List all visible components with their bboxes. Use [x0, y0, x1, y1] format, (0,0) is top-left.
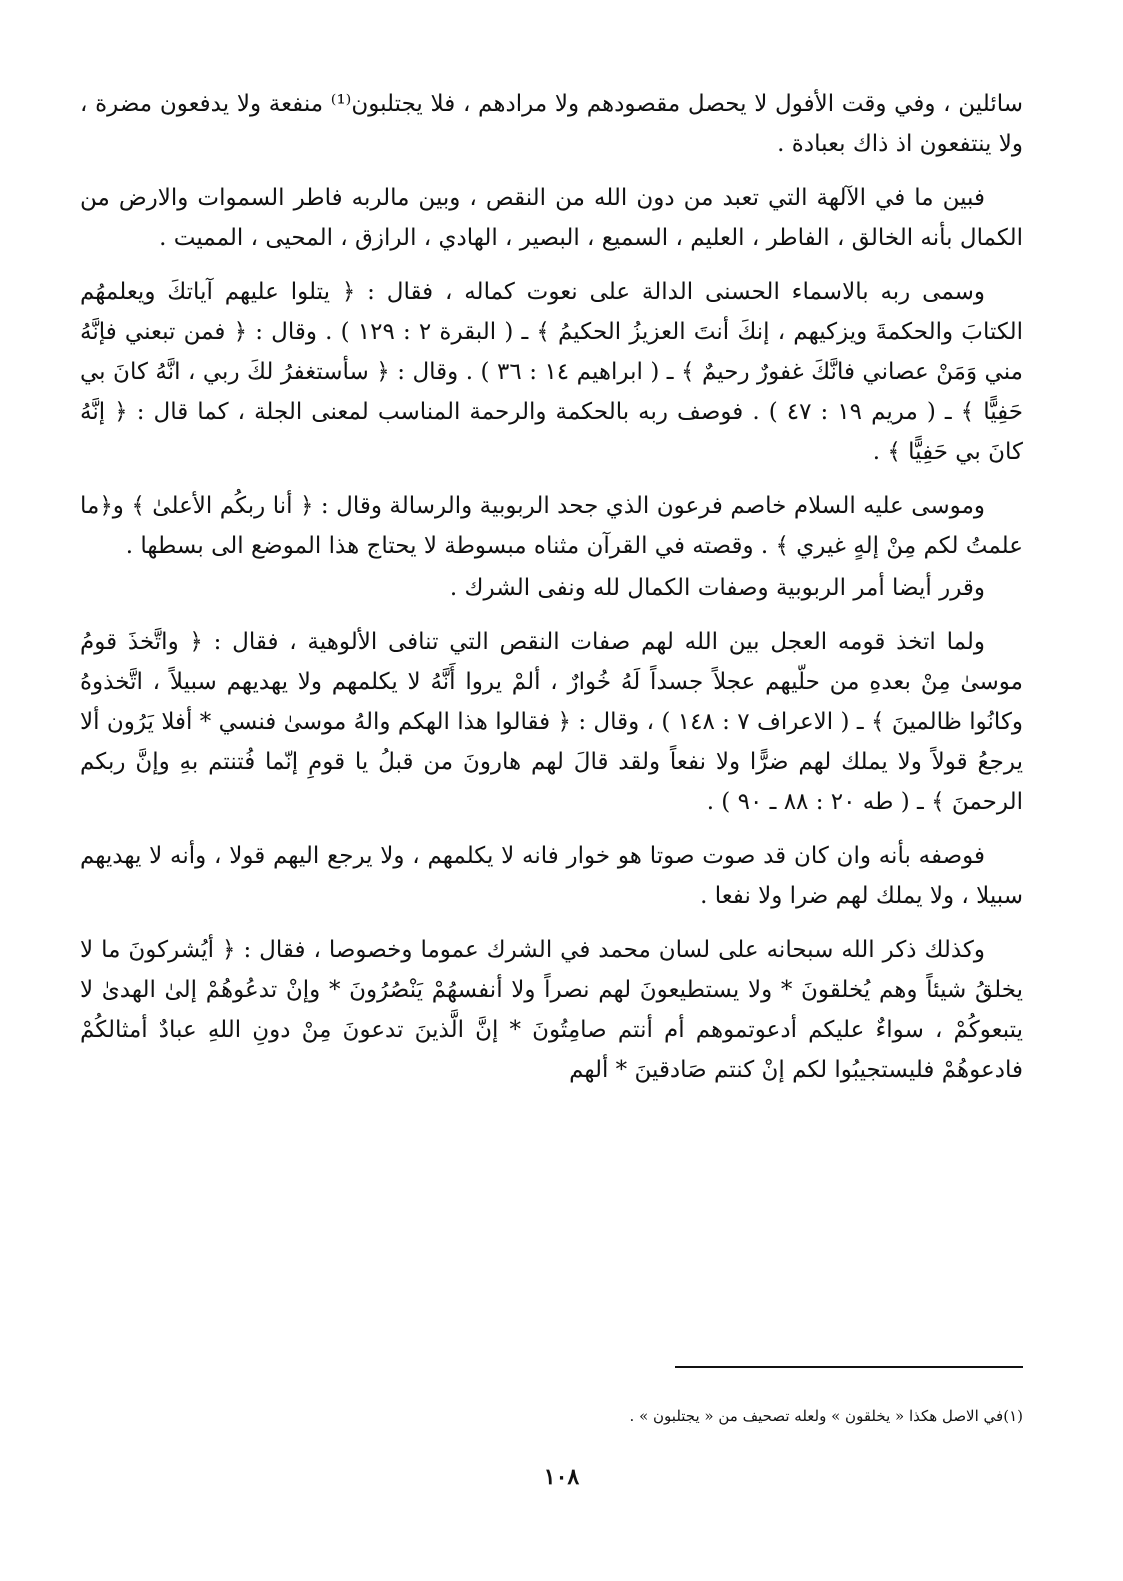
- footnote-divider: [675, 1366, 1023, 1368]
- paragraph-1: سائلين ، وفي وقت الأفول لا يحصل مقصودهم ولا مرادهم ، فلا يجتلبون⁽¹⁾ منفعة ولا يدفعون مضرة ، ولا ينتفعون اذ ذاك بعبادة .: [80, 91, 1023, 157]
- page-number: ١٠٨: [543, 1464, 580, 1490]
- paragraph-2: فبين ما في الآلهة التي تعبد من دون الله من النقص ، وبين مالربه فاطر السموات والارض من الكمال بأنه الخالق ، الفاطر ، العليم ، السميع ، البصير ، الهادي ، الرازق ، المحيى ، المميت .: [80, 185, 1023, 251]
- paragraph-4: وموسى عليه السلام خاصم فرعون الذي جحد الربوبية والرسالة وقال : ﴿ أنا ربكُم الأعلىٰ ﴾ و﴿ما علمتُ لكم مِنْ إلهٍ غيري ﴾ . وقصته في القرآن مثناه مبسوطة لا يحتاج هذا الموضع الى بسطها .: [80, 493, 1023, 559]
- paragraph-6: ولما اتخذ قومه العجل بين الله لهم صفات النقص التي تنافى الألوهية ، فقال : ﴿ واتَّخذَ قومُ موسىٰ مِنْ بعدهِ من حلّيهم عجلاً جسداً لَهُ خُوارٌ ، ألمْ يروا أَنَّهُ لا يكلمهم ولا يهديهم سبيلاً ، اتَّخذوهُ وكانُوا ظالمينَ ﴾ ـ ( الاعراف ٧ : ١٤٨ ) ، وقال : ﴿ فقالوا هذا الهكم والهُ موسىٰ فنسي * أفلا يَرُون ألا يرجعُ قولاً ولا يملك لهم ضرًّا ولا نفعاً ولقد قالَ لهم هارونَ من قبلُ يا قومِ إنّما فُتنتم بهِ وإنَّ ربكم الرحمنَ ﴾ ـ ( طه ٢٠ : ٨٨ ـ ٩٠ ) .: [80, 629, 1023, 815]
- paragraph-5: وقرر أيضا أمر الربوبية وصفات الكمال لله ونفى الشرك .: [449, 575, 985, 601]
- paragraph-7: فوصفه بأنه وان كان قد صوت صوتا هو خوار فانه لا يكلمهم ، ولا يرجع اليهم قولا ، وأنه لا يهديهم سبيلا ، ولا يملك لهم ضرا ولا نفعا .: [80, 843, 1023, 909]
- footnote: (١)في الاصل هكذا « يخلقون » ولعله تصحيف من « يجتلبون » .: [629, 1407, 1023, 1425]
- main-text: [80, 84, 1023, 1104]
- paragraph-8: وكذلك ذكر الله سبحانه على لسان محمد في الشرك عموما وخصوصا ، فقال : ﴿ أيُشركونَ ما لا يخلقُ شيئاً وهم يُخلقونَ * ولا يستطيعونَ لهم نصراً ولا أنفسهُمْ يَنْصُرُونَ * وإنْ تدعُوهُمْ إلىٰ الهدىٰ لا يتبعوكُمْ ، سواءٌ عليكم أدعوتموهم أم أنتم صامِتُونَ * إنَّ الَّذينَ تدعونَ مِنْ دونِ اللهِ عبادٌ أمثالكُمْ فادعوهُمْ فليستجيبُوا لكم إنْ كنتم صَادقينَ * ألهم: [80, 937, 1023, 1083]
- paragraph-3: وسمى ربه بالاسماء الحسنى الدالة على نعوت كماله ، فقال : ﴿ يتلوا عليهم آياتكَ ويعلمهُم الكتابَ والحكمةَ ويزكيهم ، إنكَ أنتَ العزيزُ الحكيمُ ﴾ ـ ( البقرة ٢ : ١٢٩ ) . وقال : ﴿ فمن تبعني فإنَّهُ مني وَمَنْ عصاني فانَّكَ غفورٌ رحيمٌ ﴾ ـ ( ابراهيم ١٤ : ٣٦ ) . وقال : ﴿ سأستغفرُ لكَ ربي ، انَّهُ كانَ بي حَفِيًّا ﴾ ـ ( مريم ١٩ : ٤٧ ) . فوصف ربه بالحكمة والرحمة المناسب لمعنى الجلة ، كما قال : ﴿ إنَّهُ كانَ بي حَفِيًّا ﴾ .: [80, 279, 1024, 465]
